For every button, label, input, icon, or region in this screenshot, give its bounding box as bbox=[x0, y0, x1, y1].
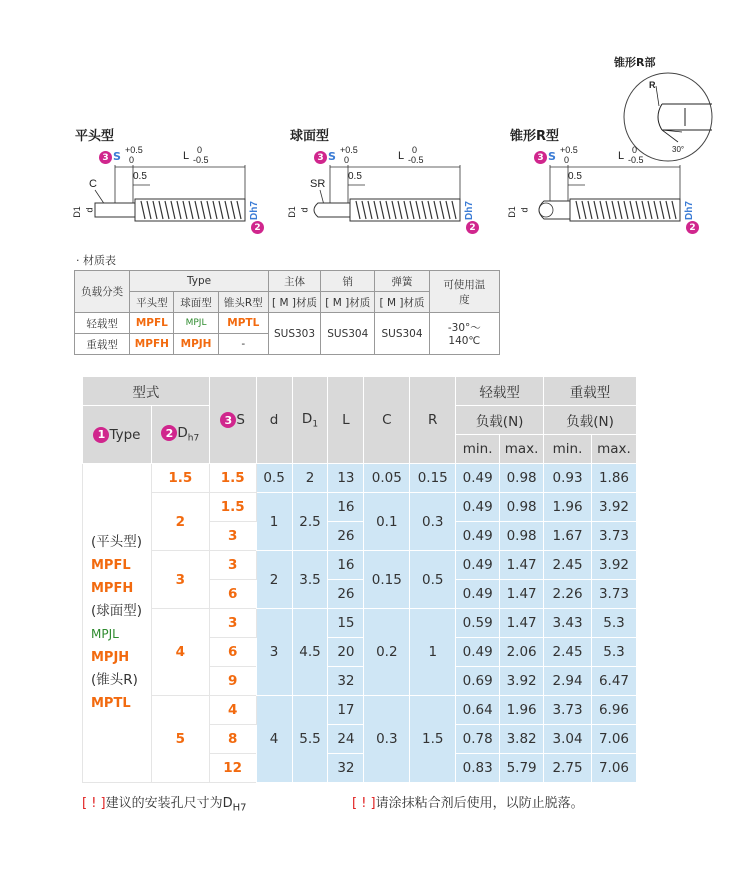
pin-drawing bbox=[290, 125, 490, 235]
mat-pin: SUS304 bbox=[321, 313, 375, 355]
s-tol-bot: 0 bbox=[344, 155, 350, 165]
badge-3-icon: 3 bbox=[220, 412, 236, 428]
mat-temp: -30°～140℃ bbox=[429, 313, 499, 355]
spec-type-line: MPJH bbox=[91, 650, 130, 665]
mat-cone-heavy: - bbox=[218, 334, 268, 355]
spec-dh7-value: 3 bbox=[151, 551, 209, 609]
spec-heavy-min: 1.96 bbox=[544, 493, 592, 522]
spec-light-max: 1.47 bbox=[500, 609, 544, 638]
spec-light-min: 0.49 bbox=[456, 638, 500, 667]
l-tol-top: 0 bbox=[197, 145, 203, 155]
spec-L-value: 16 bbox=[328, 493, 364, 522]
spec-type-line: MPFH bbox=[91, 581, 134, 596]
d1-label: D1 bbox=[286, 206, 297, 218]
s-tol-top: +0.5 bbox=[125, 145, 143, 155]
spec-head-light-load: 负载(N) bbox=[456, 406, 544, 435]
mat-spring: SUS304 bbox=[375, 313, 429, 355]
spec-head-heavy-load: 负载(N) bbox=[544, 406, 637, 435]
spec-L-value: 15 bbox=[328, 609, 364, 638]
spec-s-value: 6 bbox=[209, 580, 256, 609]
spec-heavy-min: 2.45 bbox=[544, 638, 592, 667]
s-tol-bot: 0 bbox=[129, 155, 135, 165]
spec-heavy-min: 0.93 bbox=[544, 464, 592, 493]
dim-05: 0.5 bbox=[348, 171, 362, 182]
spec-light-min: 0.59 bbox=[456, 609, 500, 638]
badge-1-icon: 1 bbox=[93, 427, 109, 443]
mat-head-temp-text: 可使用温度 bbox=[443, 278, 486, 306]
mat-cone-light: MPTL bbox=[218, 313, 268, 334]
badge-3: 3 bbox=[534, 151, 547, 164]
spec-type-line: (锥头R) bbox=[91, 672, 138, 688]
spec-head-heavy-min: min. bbox=[544, 435, 592, 464]
spec-head-R: R bbox=[410, 377, 456, 464]
mat-ball-heavy: MPJH bbox=[174, 334, 218, 355]
spec-light-min: 0.69 bbox=[456, 667, 500, 696]
mat-load-heavy: 重载型 bbox=[75, 334, 130, 355]
spec-L-value: 26 bbox=[328, 522, 364, 551]
spec-D1-value: 5.5 bbox=[292, 696, 328, 783]
spec-head-light: 轻载型 bbox=[456, 377, 544, 406]
pin-drawing bbox=[75, 125, 275, 235]
spec-heavy-max: 7.06 bbox=[591, 725, 636, 754]
detail-r-label: R bbox=[649, 80, 656, 90]
material-table bbox=[74, 270, 500, 355]
spec-heavy-max: 3.92 bbox=[591, 493, 636, 522]
spec-d-value: 3 bbox=[256, 609, 292, 696]
spec-head-d: d bbox=[256, 377, 292, 464]
spec-type-line: MPFL bbox=[91, 558, 131, 573]
mat-body: SUS303 bbox=[268, 313, 320, 355]
detail-angle-label: 30° bbox=[672, 145, 685, 154]
spec-L-value: 24 bbox=[328, 725, 364, 754]
spec-type-cell bbox=[83, 464, 152, 783]
spec-R-value: 0.3 bbox=[410, 493, 456, 551]
spec-light-min: 0.49 bbox=[456, 464, 500, 493]
badge-3: 3 bbox=[99, 151, 112, 164]
spec-D1-value: 2.5 bbox=[292, 493, 328, 551]
spec-D1-value: 4.5 bbox=[292, 609, 328, 696]
mat-sub-spring: [ M ]材质 bbox=[375, 292, 429, 313]
d-label: d bbox=[299, 207, 310, 213]
spec-C-value: 0.2 bbox=[364, 609, 410, 696]
spec-C-value: 0.05 bbox=[364, 464, 410, 493]
footnote-mark: [ ! ] bbox=[82, 796, 106, 811]
spec-light-max: 0.98 bbox=[500, 522, 544, 551]
spec-heavy-min: 2.94 bbox=[544, 667, 592, 696]
spec-light-min: 0.64 bbox=[456, 696, 500, 725]
spec-heavy-max: 5.3 bbox=[591, 638, 636, 667]
mat-sub-pin: [ M ]材质 bbox=[321, 292, 375, 313]
d1-label: D1 bbox=[71, 206, 82, 218]
spec-head-s bbox=[209, 377, 256, 464]
spec-L-value: 20 bbox=[328, 638, 364, 667]
mat-sub-cone: 锥头R型 bbox=[218, 292, 268, 313]
spec-dh7-value: 4 bbox=[151, 609, 209, 696]
diagram-title: 锥形R型 bbox=[510, 129, 560, 144]
spec-D1-value: 3.5 bbox=[292, 551, 328, 609]
mat-head-load: 负载分类 bbox=[75, 271, 130, 313]
tip-label: SR bbox=[310, 178, 326, 190]
spec-light-max: 1.47 bbox=[500, 551, 544, 580]
mat-ball-light: MPJL bbox=[174, 313, 218, 334]
l-label: L bbox=[618, 150, 625, 162]
diagram-ball bbox=[286, 125, 490, 235]
badge-2: 2 bbox=[251, 221, 264, 234]
badge-2: 2 bbox=[466, 221, 479, 234]
spec-dh7-value: 5 bbox=[151, 696, 209, 783]
dim-05: 0.5 bbox=[568, 171, 582, 182]
spec-light-min: 0.49 bbox=[456, 493, 500, 522]
spec-head-dh7-sub: h7 bbox=[187, 433, 200, 444]
spec-light-min: 0.49 bbox=[456, 522, 500, 551]
spec-heavy-max: 3.73 bbox=[591, 522, 636, 551]
d-label: d bbox=[519, 207, 530, 213]
spec-head-D1-sub: 1 bbox=[312, 419, 319, 430]
spec-s-value: 1.5 bbox=[209, 464, 256, 493]
spec-R-value: 1.5 bbox=[410, 696, 456, 783]
spec-s-value: 12 bbox=[209, 754, 256, 783]
spec-light-max: 1.96 bbox=[500, 696, 544, 725]
spec-s-value: 4 bbox=[209, 696, 256, 725]
spec-type-line: MPJL bbox=[91, 627, 119, 641]
spec-L-value: 32 bbox=[328, 754, 364, 783]
spec-head-L: L bbox=[328, 377, 364, 464]
diagram-title: 球面型 bbox=[290, 129, 330, 144]
spec-heavy-max: 1.86 bbox=[591, 464, 636, 493]
spec-s-value: 1.5 bbox=[209, 493, 256, 522]
spec-L-value: 32 bbox=[328, 667, 364, 696]
spec-head-C: C bbox=[364, 377, 410, 464]
mat-flat-light: MPFL bbox=[130, 313, 174, 334]
footnote-left-text: 建议的安装孔尺寸为D bbox=[105, 796, 233, 811]
l-label: L bbox=[183, 150, 190, 162]
spec-heavy-min: 2.26 bbox=[544, 580, 592, 609]
spec-d-value: 4 bbox=[256, 696, 292, 783]
table-row bbox=[83, 551, 637, 580]
pin-drawing bbox=[510, 125, 710, 235]
badge-3: 3 bbox=[314, 151, 327, 164]
spec-light-max: 3.92 bbox=[500, 667, 544, 696]
mat-sub-body: [ M ]材质 bbox=[268, 292, 320, 313]
spec-light-max: 1.47 bbox=[500, 580, 544, 609]
spec-heavy-min: 3.73 bbox=[544, 696, 592, 725]
dim-05: 0.5 bbox=[133, 171, 147, 182]
l-tol-top: 0 bbox=[412, 145, 418, 155]
dh7-label: Dh7 bbox=[248, 201, 260, 220]
spec-s-value: 6 bbox=[209, 638, 256, 667]
spec-head-type bbox=[83, 406, 152, 464]
spec-s-value: 3 bbox=[209, 522, 256, 551]
spec-R-value: 0.15 bbox=[410, 464, 456, 493]
spec-s-value: 9 bbox=[209, 667, 256, 696]
spec-L-value: 26 bbox=[328, 580, 364, 609]
spec-head-dh7 bbox=[151, 406, 209, 464]
spec-heavy-min: 2.45 bbox=[544, 551, 592, 580]
l-label: L bbox=[398, 150, 405, 162]
mat-head-temp bbox=[429, 271, 499, 313]
spec-heavy-max: 3.92 bbox=[591, 551, 636, 580]
spec-head-heavy: 重载型 bbox=[544, 377, 637, 406]
spec-light-max: 0.98 bbox=[500, 464, 544, 493]
spec-type-line: (平头型) bbox=[91, 534, 143, 550]
spec-light-min: 0.83 bbox=[456, 754, 500, 783]
spec-light-max: 5.79 bbox=[500, 754, 544, 783]
spec-light-max: 3.82 bbox=[500, 725, 544, 754]
mat-head-body: 主体 bbox=[268, 271, 320, 292]
material-note: · 材质表 bbox=[76, 254, 116, 267]
spec-L-value: 16 bbox=[328, 551, 364, 580]
spec-head-light-max: max. bbox=[500, 435, 544, 464]
s-tol-bot: 0 bbox=[564, 155, 570, 165]
spec-type-line: (球面型) bbox=[91, 603, 143, 619]
spec-D1-value: 2 bbox=[292, 464, 328, 493]
mat-sub-ball: 球面型 bbox=[174, 292, 218, 313]
mat-flat-heavy: MPFH bbox=[130, 334, 174, 355]
spec-d-value: 0.5 bbox=[256, 464, 292, 493]
footnote-left-sub: H7 bbox=[232, 802, 247, 814]
s-label: S bbox=[328, 150, 336, 163]
spec-C-value: 0.15 bbox=[364, 551, 410, 609]
spec-R-value: 0.5 bbox=[410, 551, 456, 609]
s-label: S bbox=[113, 150, 121, 163]
badge-2: 2 bbox=[686, 221, 699, 234]
dh7-label: Dh7 bbox=[463, 201, 475, 220]
spec-heavy-max: 3.73 bbox=[591, 580, 636, 609]
spec-s-value: 3 bbox=[209, 551, 256, 580]
mat-head-spring: 弹簧 bbox=[375, 271, 429, 292]
spec-light-max: 2.06 bbox=[500, 638, 544, 667]
spec-C-value: 0.1 bbox=[364, 493, 410, 551]
dh7-label: Dh7 bbox=[683, 201, 695, 220]
spec-heavy-max: 7.06 bbox=[591, 754, 636, 783]
diagram-cone bbox=[506, 125, 710, 235]
spec-light-max: 0.98 bbox=[500, 493, 544, 522]
diagram-title: 平头型 bbox=[75, 129, 115, 144]
spec-head-type-text: Type bbox=[109, 426, 141, 443]
table-row bbox=[83, 696, 637, 725]
footnote-right-text: 请涂抹粘合剂后使用，以防止脱落。 bbox=[375, 796, 584, 811]
mat-load-light: 轻载型 bbox=[75, 313, 130, 334]
spec-heavy-min: 1.67 bbox=[544, 522, 592, 551]
d1-label: D1 bbox=[506, 206, 517, 218]
spec-R-value: 1 bbox=[410, 609, 456, 696]
spec-d-value: 2 bbox=[256, 551, 292, 609]
spec-s-value: 8 bbox=[209, 725, 256, 754]
badge-2-icon: 2 bbox=[161, 425, 177, 441]
l-tol-bot: -0.5 bbox=[193, 155, 209, 165]
spec-head-light-min: min. bbox=[456, 435, 500, 464]
spec-heavy-max: 6.96 bbox=[591, 696, 636, 725]
spec-heavy-min: 2.75 bbox=[544, 754, 592, 783]
l-tol-bot: -0.5 bbox=[628, 155, 644, 165]
spec-head-model: 型式 bbox=[83, 377, 210, 406]
spec-d-value: 1 bbox=[256, 493, 292, 551]
d-label: d bbox=[84, 207, 95, 213]
spec-L-value: 13 bbox=[328, 464, 364, 493]
s-tol-top: +0.5 bbox=[340, 145, 358, 155]
table-row bbox=[83, 609, 637, 638]
spec-light-min: 0.49 bbox=[456, 551, 500, 580]
mat-head-pin: 销 bbox=[321, 271, 375, 292]
tip-label: C bbox=[89, 178, 97, 190]
spec-light-min: 0.49 bbox=[456, 580, 500, 609]
table-row bbox=[83, 464, 637, 493]
spec-head-s-text: S bbox=[236, 412, 245, 428]
footnote-mark: [ ! ] bbox=[352, 796, 376, 811]
spec-heavy-min: 3.43 bbox=[544, 609, 592, 638]
l-tol-bot: -0.5 bbox=[408, 155, 424, 165]
spec-head-dh7-text: D bbox=[177, 425, 188, 442]
spec-s-value: 3 bbox=[209, 609, 256, 638]
spec-head-D1-text: D bbox=[301, 410, 313, 427]
spec-C-value: 0.3 bbox=[364, 696, 410, 783]
spec-type-line: MPTL bbox=[91, 696, 131, 711]
s-tol-top: +0.5 bbox=[560, 145, 578, 155]
spec-dh7-value: 2 bbox=[151, 493, 209, 551]
spec-heavy-min: 3.04 bbox=[544, 725, 592, 754]
spec-dh7-value: 1.5 bbox=[151, 464, 209, 493]
spec-head-D1 bbox=[292, 377, 328, 464]
mat-sub-flat: 平头型 bbox=[130, 292, 174, 313]
spec-head-heavy-max: max. bbox=[591, 435, 636, 464]
footnote-right bbox=[352, 792, 584, 811]
footnote-left bbox=[82, 792, 247, 814]
spec-L-value: 17 bbox=[328, 696, 364, 725]
s-label: S bbox=[548, 150, 556, 163]
spec-table bbox=[82, 376, 637, 783]
mat-head-type: Type bbox=[130, 271, 269, 292]
detail-label: 锥形R部 bbox=[614, 56, 656, 69]
spec-light-min: 0.78 bbox=[456, 725, 500, 754]
diagram-flat bbox=[71, 125, 275, 235]
table-row bbox=[83, 493, 637, 522]
spec-heavy-max: 6.47 bbox=[591, 667, 636, 696]
l-tol-top: 0 bbox=[632, 145, 638, 155]
spec-heavy-max: 5.3 bbox=[591, 609, 636, 638]
